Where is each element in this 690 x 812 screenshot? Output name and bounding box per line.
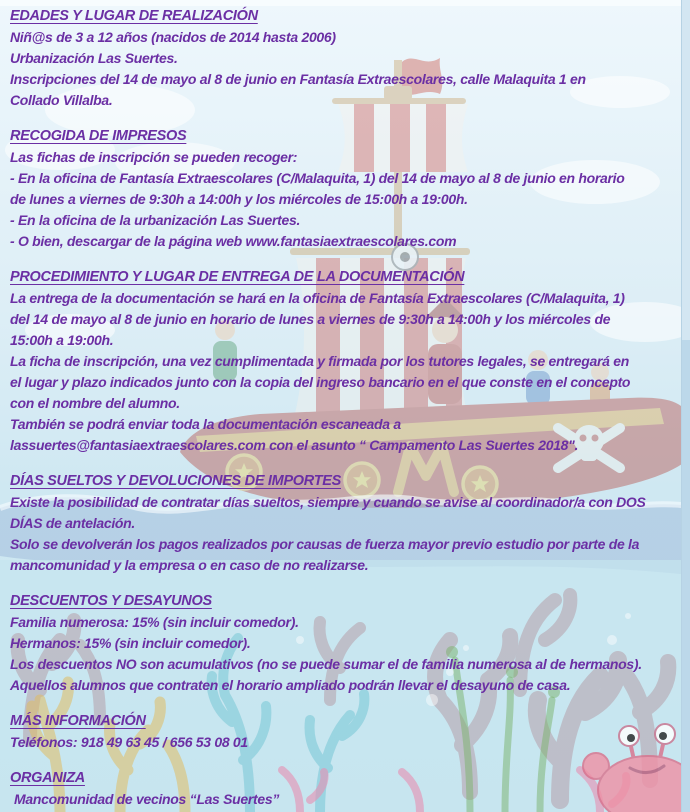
section-body	[10, 732, 690, 753]
section-heading: EDADES Y LUGAR DE REALIZACIÓN	[10, 8, 258, 24]
section-body	[10, 288, 690, 456]
section-body	[10, 612, 690, 696]
section-heading: PROCEDIMIENTO Y LUGAR DE ENTREGA DE LA DOCUMENTACIÓN	[10, 269, 465, 285]
text-line: Familia numerosa: 15% (sin incluir comedor).	[10, 614, 299, 630]
text-line: Hermanos: 15% (sin incluir comedor).	[10, 635, 251, 651]
section-procedimiento-entrega	[10, 267, 690, 456]
section-heading: RECOGIDA DE IMPRESOS	[10, 128, 187, 144]
text-line: mancomunidad y la empresa o en caso de no realizarse.	[10, 557, 369, 573]
flyer-text	[10, 6, 690, 812]
text-line: DÍAS de antelación.	[10, 515, 135, 531]
section-heading: ORGANIZA	[10, 770, 85, 786]
text-line: Urbanización Las Suertes.	[10, 50, 178, 66]
section-body	[10, 147, 690, 252]
section-body	[10, 789, 690, 810]
text-line: También se podrá enviar toda la documentación escaneada a	[10, 416, 401, 432]
section-body	[10, 27, 690, 111]
text-line: con el nombre del alumno.	[10, 395, 180, 411]
text-line: Teléfonos: 918 49 63 45 / 656 53 08 01	[10, 734, 248, 750]
text-line: 15:00h a 19:00h.	[10, 332, 114, 348]
text-line: - En la oficina de Fantasía Extraescolares (C/Malaquita, 1) del 14 de mayo al 8 de junio en horario	[10, 170, 625, 186]
text-line: Solo se devolverán los pagos realizados por causas de fuerza mayor previo estudio por parte de la	[10, 536, 640, 552]
section-heading: DÍAS SUELTOS Y DEVOLUCIONES DE IMPORTES	[10, 473, 341, 489]
section-dias-sueltos	[10, 471, 690, 576]
text-line: del 14 de mayo al 8 de junio en horario de lunes a viernes de 9:30h a 14:00h y los miércoles de	[10, 311, 611, 327]
text-line: - O bien, descargar de la página web www.fantasiaextraescolares.com	[10, 233, 457, 249]
section-recogida-impresos	[10, 126, 690, 252]
text-line: La ficha de inscripción, una vez cumplimentada y firmada por los tutores legales, se entregará en	[10, 353, 629, 369]
section-descuentos-desayunos	[10, 591, 690, 696]
section-body	[10, 492, 690, 576]
text-line: de lunes a viernes de 9:30h a 14:00h y los miércoles de 15:00h a 19:00h.	[10, 191, 468, 207]
text-line: La entrega de la documentación se hará en la oficina de Fantasía Extraescolares (C/Malaquita, 1)	[10, 290, 625, 306]
text-line: Los descuentos NO son acumulativos (no se puede sumar el de familia numerosa al de hermanos).	[10, 656, 642, 672]
text-line: Niñ@s de 3 a 12 años (nacidos de 2014 hasta 2006)	[10, 29, 336, 45]
text-line: el lugar y plazo indicados junto con la copia del ingreso bancario en el que conste en el concepto	[10, 374, 631, 390]
text-line: Inscripciones del 14 de mayo al 8 de junio en Fantasía Extraescolares, calle Malaquita 1 en	[10, 71, 586, 87]
text-line: Existe la posibilidad de contratar días sueltos, siempre y cuando se avise al coordinador/a con DOS	[10, 494, 646, 510]
section-organiza	[10, 768, 690, 810]
text-line: Aquellos alumnos que contraten el horario ampliado podrán llevar el desayuno de casa.	[10, 677, 571, 693]
section-heading: MÁS INFORMACIÓN	[10, 713, 146, 729]
text-line: Collado Villalba.	[10, 92, 113, 108]
text-line: Mancomunidad de vecinos “Las Suertes”	[14, 791, 280, 807]
section-heading: DESCUENTOS Y DESAYUNOS	[10, 593, 212, 609]
section-edades	[10, 6, 690, 111]
text-line: lassuertes@fantasiaextraescolares.com con el asunto “ Campamento Las Suertes 2018".	[10, 437, 579, 453]
section-mas-informacion	[10, 711, 690, 753]
text-line: Las fichas de inscripción se pueden recoger:	[10, 149, 298, 165]
text-line: - En la oficina de la urbanización Las Suertes.	[10, 212, 301, 228]
